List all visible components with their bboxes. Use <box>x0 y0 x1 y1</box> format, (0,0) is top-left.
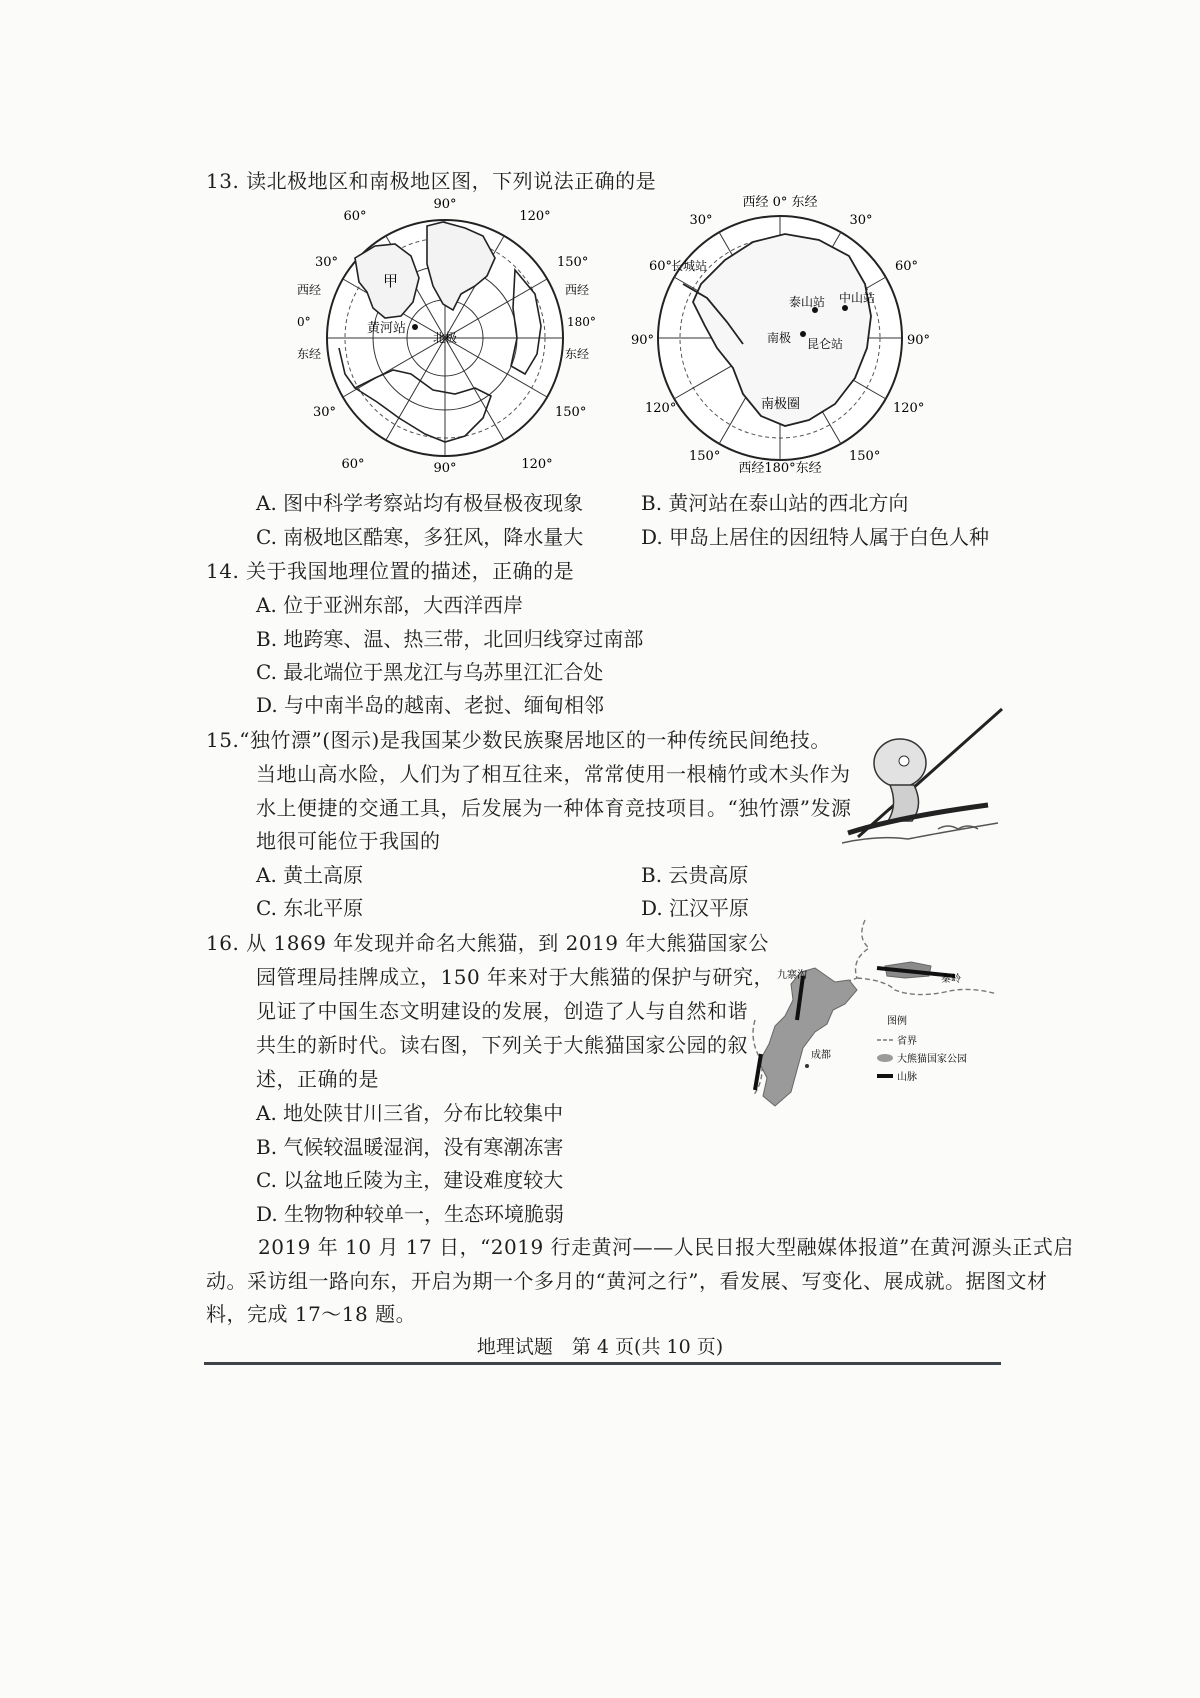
q16-option-c: C. 以盆地丘陵为主，建设难度较大 <box>256 1168 564 1192</box>
legend-park: 大熊猫国家公园 <box>897 1054 967 1065</box>
s-label-90-r: 90° <box>907 333 931 348</box>
s-label-30-tl: 30° <box>689 213 713 228</box>
q13-stem: 13. 读北极地区和南极地区图，下列说法正确的是 <box>206 169 657 193</box>
n-label-150-br: 150° <box>555 405 587 420</box>
q16-option-b: B. 气候较温暖湿润，没有寒潮冻害 <box>256 1135 564 1159</box>
zhongshan-station-label: 中山站 <box>839 291 876 305</box>
legend-mountain: 山脉 <box>897 1072 917 1083</box>
passage-line-2: 动。采访组一路向东，开启为期一个多月的“黄河之行”，看发展、写变化、展成就。据图文材 <box>206 1269 1048 1293</box>
huanghe-station-label: 黄河站 <box>367 321 407 336</box>
n-label-90-top: 90° <box>433 197 457 212</box>
q14-option-d: D. 与中南半岛的越南、老挝、缅甸相邻 <box>256 693 605 717</box>
q16-line-5: 述，正确的是 <box>256 1067 379 1091</box>
n-label-30-bl: 30° <box>313 405 337 420</box>
q13-option-b: B. 黄河站在泰山站的西北方向 <box>641 491 909 515</box>
legend-title: 图例 <box>887 1016 907 1027</box>
page-footer: 地理试题 第 4 页(共 10 页) <box>476 1336 724 1358</box>
legend-boundary: 省界 <box>897 1036 917 1047</box>
q15-option-c: C. 东北平原 <box>256 896 364 920</box>
q13-option-d: D. 甲岛上居住的因纽特人属于白色人种 <box>641 525 990 549</box>
s-label-90-l: 90° <box>631 333 655 348</box>
q15-line-1: 15.“独竹漂”(图示)是我国某少数民族聚居地区的一种传统民间绝技。 <box>206 728 831 752</box>
n-label-east: 东经 <box>297 347 322 361</box>
n-label-180: 180° <box>567 315 596 329</box>
q15-line-4: 地很可能位于我国的 <box>256 829 441 853</box>
panda-park-map <box>745 920 1015 1110</box>
s-label-150-r: 150° <box>849 449 881 464</box>
n-label-zero: 0° <box>297 315 311 329</box>
q14-stem: 14. 关于我国地理位置的描述，正确的是 <box>206 559 575 583</box>
n-label-30-l: 30° <box>315 255 339 270</box>
s-label-60-l: 60° <box>649 259 673 274</box>
bamboo-rafting-figure <box>838 705 1008 850</box>
n-label-120-br: 120° <box>521 457 553 472</box>
s-label-120-r: 120° <box>893 401 925 416</box>
q13-option-a: A. 图中科学考察站均有极昼极夜现象 <box>256 491 584 515</box>
footer-rule <box>204 1362 1001 1365</box>
south-pole-label: 南极 <box>767 331 792 345</box>
q16-line-3: 见证了中国生态文明建设的发展，创造了人与自然和谐 <box>256 999 748 1023</box>
passage-line-3: 料，完成 17～18 题。 <box>206 1302 417 1326</box>
taishan-station-label: 泰山站 <box>789 295 826 309</box>
north-polar-map <box>297 197 596 476</box>
q16-line-1: 16. 从 1869 年发现并命名大熊猫，到 2019 年大熊猫国家公 <box>206 931 769 955</box>
antarctic-circle-label: 南极圈 <box>761 397 801 412</box>
q14-option-a: A. 位于亚洲东部，大西洋西岸 <box>256 593 524 617</box>
q16-line-2: 园管理局挂牌成立，150 年来对于大熊猫的保护与研究， <box>256 965 775 989</box>
q15-option-a: A. 黄土高原 <box>256 863 364 887</box>
passage-line-1: 2019 年 10 月 17 日，“2019 行走黄河——人民日报大型融媒体报道”在黄河源头正式启 <box>258 1235 1074 1259</box>
q16-option-a: A. 地处陕甘川三省，分布比较集中 <box>256 1101 564 1125</box>
s-label-120-l: 120° <box>645 401 677 416</box>
s-label-150-l: 150° <box>689 449 721 464</box>
n-label-60-bl: 60° <box>341 457 365 472</box>
changcheng-station-label: 长城站 <box>671 259 708 273</box>
s-label-bottom: 西经180°东经 <box>738 461 822 476</box>
q15-line-3: 水上便捷的交通工具，后发展为一种体育竞技项目。“独竹漂”发源 <box>256 796 852 820</box>
n-label-150-r: 150° <box>557 255 589 270</box>
q15-option-b: B. 云贵高原 <box>641 863 749 887</box>
q15-option-d: D. 江汉平原 <box>641 896 750 920</box>
q15-line-2: 当地山高水险，人们为了相互往来，常常使用一根楠竹或木头作为 <box>256 762 851 786</box>
polar-maps-figure <box>297 195 935 476</box>
qinling-label: 秦岭 <box>941 974 961 985</box>
north-pole-label: 北极 <box>433 331 458 345</box>
s-label-30-tr: 30° <box>849 213 873 228</box>
n-label-120-tr: 120° <box>519 209 551 224</box>
q14-option-b: B. 地跨寒、温、热三带，北回归线穿过南部 <box>256 627 644 651</box>
n-label-west-r: 西经 <box>565 283 590 297</box>
south-polar-map <box>631 195 930 476</box>
n-label-60-tl: 60° <box>343 209 367 224</box>
q13-option-c: C. 南极地区酷寒，多狂风，降水量大 <box>256 525 584 549</box>
q14-option-c: C. 最北端位于黑龙江与乌苏里江汇合处 <box>256 660 604 684</box>
jiuzhaigou-label: 九寨沟 <box>777 970 807 981</box>
kunlun-station-label: 昆仑站 <box>807 337 844 351</box>
q16-line-4: 共生的新时代。读右图，下列关于大熊猫国家公园的叙 <box>256 1033 748 1057</box>
s-label-top: 西经 0° 东经 <box>742 195 818 210</box>
island-jia-label: 甲 <box>383 272 399 290</box>
n-label-west: 西经 <box>297 283 322 297</box>
s-label-60-r: 60° <box>895 259 919 274</box>
n-label-90-bottom: 90° <box>433 461 457 476</box>
chengdu-label: 成都 <box>811 1050 831 1061</box>
q16-option-d: D. 生物物种较单一，生态环境脆弱 <box>256 1202 565 1226</box>
n-label-east-r: 东经 <box>565 347 590 361</box>
